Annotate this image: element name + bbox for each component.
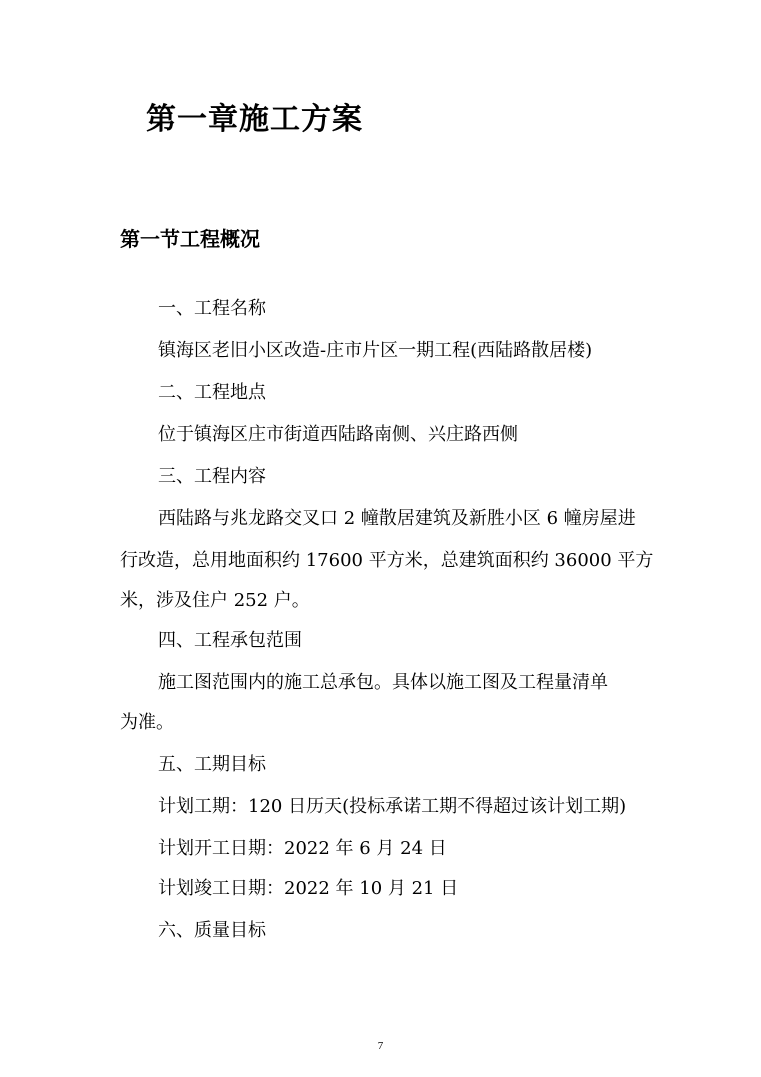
page-number: 7: [377, 1040, 384, 1052]
item-heading-project-content: 三、工程内容: [158, 466, 266, 487]
project-content-line-2: 行改造，总用地面积约 17600 平方米，总建筑面积约 36000 平方: [120, 550, 654, 571]
project-location-text: 位于镇海区庄市街道西陆路南侧、兴庄路西侧: [158, 424, 518, 445]
project-content-line-3: 米，涉及住户 252 户。: [120, 590, 310, 611]
item-heading-project-location: 二、工程地点: [158, 382, 266, 403]
contract-scope-line-1: 施工图范围内的施工总承包。具体以施工图及工程量清单: [158, 672, 608, 693]
item-heading-contract-scope: 四、工程承包范围: [158, 630, 302, 651]
planned-start-date: 计划开工日期：2022 年 6 月 24 日: [158, 838, 447, 859]
project-content-line-1: 西陆路与兆龙路交叉口 2 幢散居建筑及新胜小区 6 幢房屋进: [158, 508, 636, 529]
item-heading-schedule-target: 五、工期目标: [158, 754, 266, 775]
item-heading-project-name: 一、工程名称: [158, 298, 266, 319]
section-title: 第一节工程概况: [120, 227, 260, 251]
planned-completion-date: 计划竣工日期：2022 年 10 月 21 日: [158, 878, 459, 899]
planned-duration: 计划工期：120 日历天(投标承诺工期不得超过该计划工期): [158, 796, 627, 817]
item-heading-quality-target: 六、质量目标: [158, 920, 266, 941]
chapter-title: 第一章施工方案: [146, 102, 363, 137]
contract-scope-line-2: 为准。: [120, 712, 174, 733]
project-name-text: 镇海区老旧小区改造-庄市片区一期工程(西陆路散居楼): [158, 340, 593, 361]
